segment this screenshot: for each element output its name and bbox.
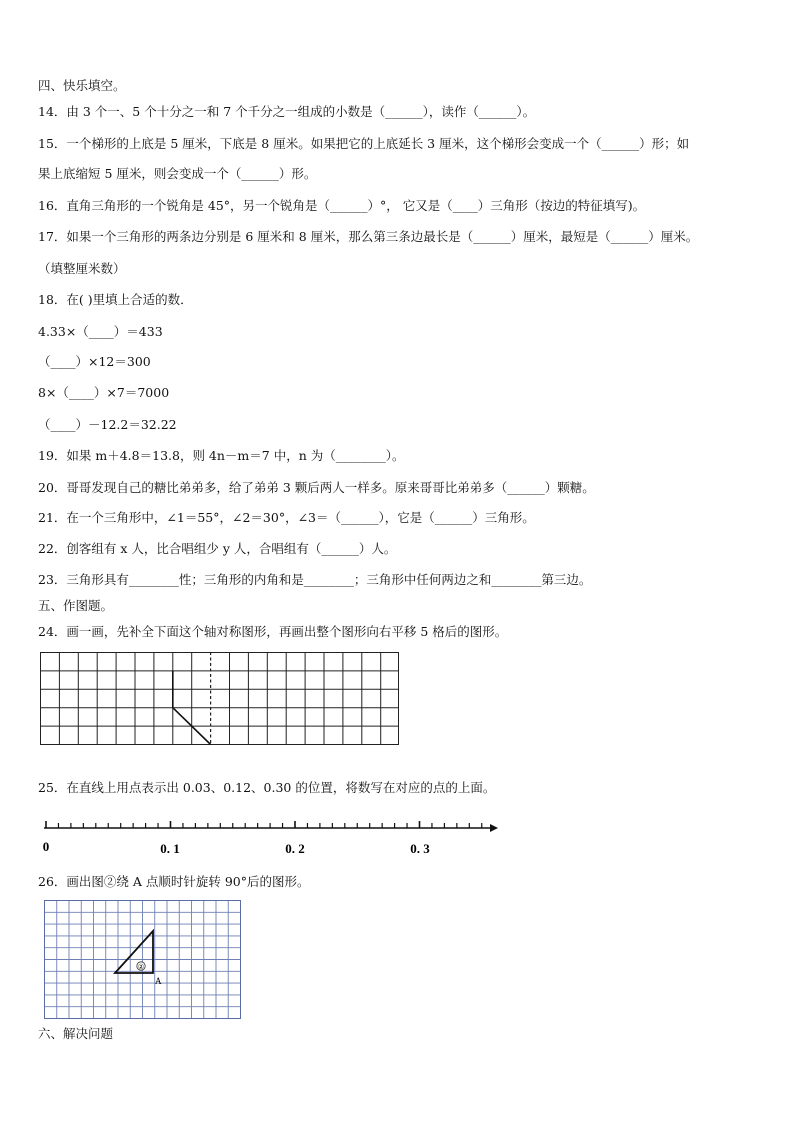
section-6-title: 六、解决问题	[38, 1026, 114, 1041]
label-0: 0	[42, 839, 50, 854]
question-16: 16．直角三角形的一个锐角是 45°，另一个锐角是（______）°， 它又是（____）三角形（按边的特征填写)。	[38, 198, 646, 213]
grid-lines	[45, 901, 241, 1019]
label-0-1: 0. 1	[160, 841, 180, 856]
question-15-line1: 15．一个梯形的上底是 5 厘米，下底是 8 厘米。如果把它的上底延长 3 厘米，这个梯形会变成一个（______）形；如	[38, 136, 690, 151]
question-22: 22．创客组有 x 人，比合唱组少 y 人，合唱组有（______）人。	[38, 541, 397, 556]
question-25: 25．在直线上用点表示出 0.03、0.12、0.30 的位置，将数写在对应的点的上面。	[38, 780, 496, 795]
question-23: 23．三角形具有________性；三角形的内角和是________；三角形中任何两边之和________第三边。	[38, 572, 592, 587]
question-20: 20．哥哥发现自己的糖比弟弟多，给了弟弟 3 颗后两人一样多。原来哥哥比弟弟多（______）颗糖。	[38, 480, 595, 495]
section-4-title: 四、快乐填空。	[38, 78, 126, 93]
question-17-line2: （填整厘米数）	[38, 261, 126, 276]
question-19: 19．如果 m＋4.8＝13.8，则 4n－m＝7 中，n 为（________）。	[38, 448, 405, 463]
question-14: 14．由 3 个一、5 个十分之一和 7 个千分之一组成的小数是（______），读作（______）。	[38, 104, 536, 119]
question-24: 24．画一画，先补全下面这个轴对称图形，再画出整个图形向右平移 5 格后的图形。	[38, 624, 508, 639]
point-a-label: A	[155, 976, 162, 986]
q26-grid-figure	[44, 900, 242, 1020]
question-15-line2: 果上底缩短 5 厘米，则会变成一个（______）形。	[38, 166, 317, 181]
label-0-3: 0. 3	[410, 841, 430, 856]
shape-2-triangle	[115, 931, 153, 973]
question-18: 18．在( )里填上合适的数．	[38, 292, 193, 307]
number-line-arrow	[490, 824, 498, 832]
label-0-2: 0. 2	[285, 841, 305, 856]
q25-number-line	[40, 818, 502, 860]
shape-2-label: ②	[137, 963, 145, 971]
question-18-item2: （____）×12＝300	[38, 354, 151, 369]
question-26: 26．画出图②绕 A 点顺时针旋转 90°后的图形。	[38, 874, 310, 889]
question-18-item3: 8×（____）×7＝7000	[38, 385, 170, 400]
question-18-item1: 4.33×（____）＝433	[38, 324, 163, 339]
question-17-line1: 17．如果一个三角形的两条边分别是 6 厘米和 8 厘米，那么第三条边最长是（______）厘米，最短是（______）厘米。	[38, 229, 699, 244]
q24-grid-figure	[40, 652, 400, 746]
question-21: 21．在一个三角形中，∠1＝55°，∠2＝30°，∠3＝（______），它是（______）三角形。	[38, 510, 535, 525]
question-18-item4: （____）－12.2＝32.22	[38, 417, 177, 432]
section-5-title: 五、作图题。	[38, 598, 114, 613]
